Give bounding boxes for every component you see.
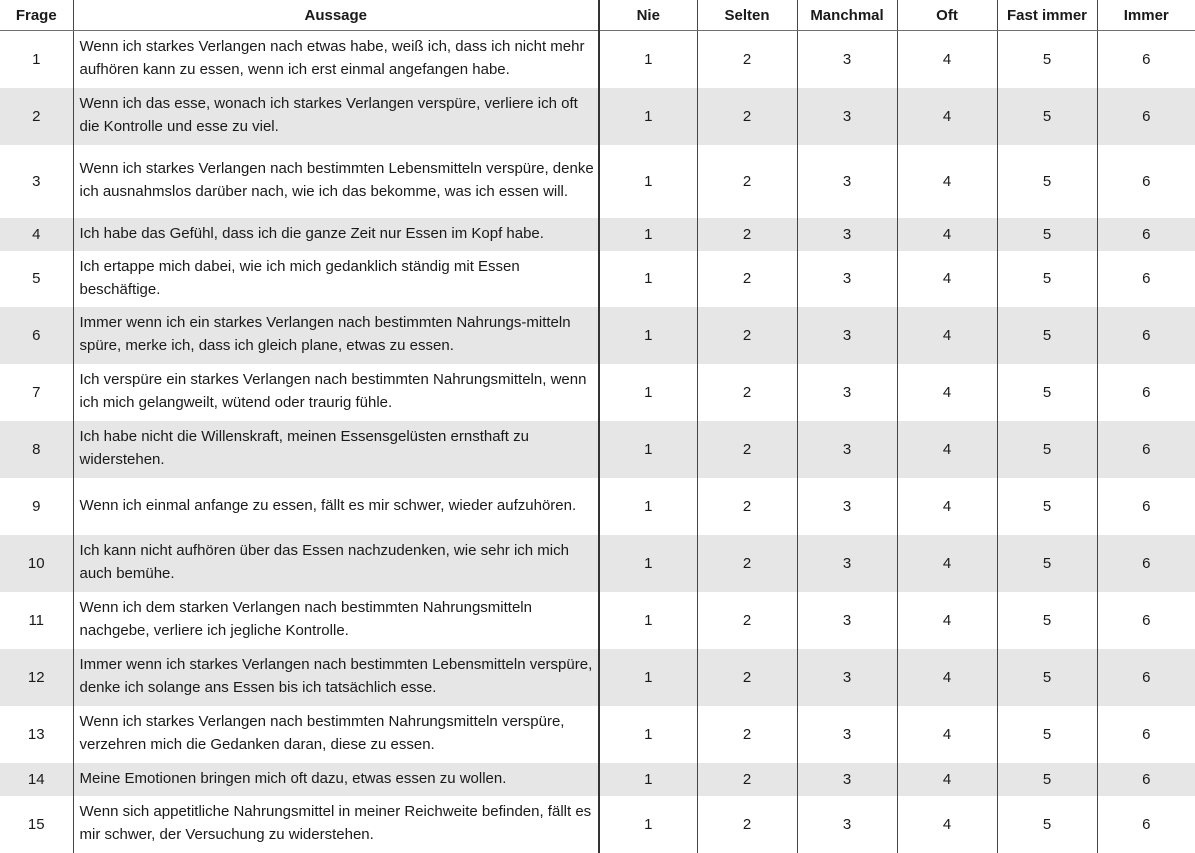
- rating-manchmal[interactable]: 3: [797, 649, 897, 706]
- rating-immer[interactable]: 6: [1097, 364, 1195, 421]
- rating-nie[interactable]: 1: [599, 796, 697, 853]
- statement-text: Immer wenn ich ein starkes Verlangen nach bestimmten Nahrungs-mitteln spüre, merke ich, dass ich gleich plane, etwas zu essen.: [73, 307, 599, 364]
- table-row: [0, 88, 1195, 145]
- rating-fast-immer[interactable]: 5: [997, 706, 1097, 763]
- rating-fast-immer[interactable]: 5: [997, 88, 1097, 145]
- rating-fast-immer[interactable]: 5: [997, 592, 1097, 649]
- rating-nie[interactable]: 1: [599, 706, 697, 763]
- rating-selten[interactable]: 2: [697, 218, 797, 251]
- question-number: 1: [0, 31, 73, 88]
- rating-fast-immer[interactable]: 5: [997, 218, 1097, 251]
- rating-oft[interactable]: 4: [897, 796, 997, 853]
- header-nie: Nie: [599, 0, 697, 31]
- question-number: 2: [0, 88, 73, 145]
- rating-oft[interactable]: 4: [897, 478, 997, 535]
- question-number: 11: [0, 592, 73, 649]
- rating-manchmal[interactable]: 3: [797, 88, 897, 145]
- rating-immer[interactable]: 6: [1097, 592, 1195, 649]
- question-number: 5: [0, 251, 73, 307]
- rating-oft[interactable]: 4: [897, 307, 997, 364]
- question-number: 8: [0, 421, 73, 478]
- statement-text: Wenn ich starkes Verlangen nach etwas habe, weiß ich, dass ich nicht mehr aufhören kann zu essen, wenn ich erst einmal angefangen habe.: [73, 31, 599, 88]
- question-number: 9: [0, 478, 73, 535]
- header-oft: Oft: [897, 0, 997, 31]
- question-number: 12: [0, 649, 73, 706]
- rating-selten[interactable]: 2: [697, 706, 797, 763]
- rating-manchmal[interactable]: 3: [797, 307, 897, 364]
- rating-oft[interactable]: 4: [897, 649, 997, 706]
- rating-manchmal[interactable]: 3: [797, 706, 897, 763]
- table-row: [0, 592, 1195, 649]
- table-row: [0, 478, 1195, 535]
- rating-selten[interactable]: 2: [697, 31, 797, 88]
- statement-text: Ich habe das Gefühl, dass ich die ganze Zeit nur Essen im Kopf habe.: [73, 218, 599, 251]
- table-row: [0, 251, 1195, 307]
- statement-text: Meine Emotionen bringen mich oft dazu, etwas essen zu wollen.: [73, 763, 599, 796]
- rating-nie[interactable]: 1: [599, 218, 697, 251]
- header-selten: Selten: [697, 0, 797, 31]
- header-aussage: Aussage: [73, 0, 599, 31]
- rating-immer[interactable]: 6: [1097, 145, 1195, 218]
- rating-oft[interactable]: 4: [897, 145, 997, 218]
- rating-fast-immer[interactable]: 5: [997, 478, 1097, 535]
- statement-text: Wenn ich einmal anfange zu essen, fällt es mir schwer, wieder aufzuhören.: [73, 478, 599, 535]
- rating-selten[interactable]: 2: [697, 478, 797, 535]
- rating-manchmal[interactable]: 3: [797, 763, 897, 796]
- table-row: [0, 218, 1195, 251]
- rating-nie[interactable]: 1: [599, 763, 697, 796]
- rating-manchmal[interactable]: 3: [797, 31, 897, 88]
- header-row: [0, 0, 1195, 31]
- question-number: 10: [0, 535, 73, 592]
- rating-fast-immer[interactable]: 5: [997, 535, 1097, 592]
- question-number: 7: [0, 364, 73, 421]
- rating-nie[interactable]: 1: [599, 421, 697, 478]
- rating-selten[interactable]: 2: [697, 592, 797, 649]
- header-manchmal: Manchmal: [797, 0, 897, 31]
- rating-immer[interactable]: 6: [1097, 251, 1195, 307]
- rating-fast-immer[interactable]: 5: [997, 31, 1097, 88]
- table-row: [0, 763, 1195, 796]
- rating-immer[interactable]: 6: [1097, 218, 1195, 251]
- table-row: [0, 649, 1195, 706]
- rating-fast-immer[interactable]: 5: [997, 649, 1097, 706]
- rating-nie[interactable]: 1: [599, 535, 697, 592]
- statement-text: Wenn ich starkes Verlangen nach bestimmten Nahrungsmitteln verspüre, verzehren mich die Gedanken daran, diese zu essen.: [73, 706, 599, 763]
- rating-immer[interactable]: 6: [1097, 535, 1195, 592]
- rating-immer[interactable]: 6: [1097, 763, 1195, 796]
- rating-nie[interactable]: 1: [599, 478, 697, 535]
- question-number: 13: [0, 706, 73, 763]
- rating-selten[interactable]: 2: [697, 251, 797, 307]
- rating-oft[interactable]: 4: [897, 421, 997, 478]
- rating-immer[interactable]: 6: [1097, 88, 1195, 145]
- rating-selten[interactable]: 2: [697, 796, 797, 853]
- rating-oft[interactable]: 4: [897, 88, 997, 145]
- statement-text: Ich ertappe mich dabei, wie ich mich gedanklich ständig mit Essen beschäftige.: [73, 251, 599, 307]
- rating-manchmal[interactable]: 3: [797, 421, 897, 478]
- rating-selten[interactable]: 2: [697, 307, 797, 364]
- table-row: [0, 364, 1195, 421]
- rating-immer[interactable]: 6: [1097, 421, 1195, 478]
- rating-nie[interactable]: 1: [599, 31, 697, 88]
- rating-fast-immer[interactable]: 5: [997, 796, 1097, 853]
- table-row: [0, 145, 1195, 218]
- rating-nie[interactable]: 1: [599, 88, 697, 145]
- rating-selten[interactable]: 2: [697, 649, 797, 706]
- rating-oft[interactable]: 4: [897, 364, 997, 421]
- rating-fast-immer[interactable]: 5: [997, 763, 1097, 796]
- rating-selten[interactable]: 2: [697, 145, 797, 218]
- rating-immer[interactable]: 6: [1097, 31, 1195, 88]
- header-immer: Immer: [1097, 0, 1195, 31]
- rating-nie[interactable]: 1: [599, 307, 697, 364]
- rating-fast-immer[interactable]: 5: [997, 421, 1097, 478]
- table-row: [0, 421, 1195, 478]
- rating-manchmal[interactable]: 3: [797, 145, 897, 218]
- question-number: 4: [0, 218, 73, 251]
- rating-oft[interactable]: 4: [897, 31, 997, 88]
- table-row: [0, 706, 1195, 763]
- statement-text: Wenn ich das esse, wonach ich starkes Verlangen verspüre, verliere ich oft die Kontrolle und esse zu viel.: [73, 88, 599, 145]
- rating-nie[interactable]: 1: [599, 649, 697, 706]
- rating-oft[interactable]: 4: [897, 218, 997, 251]
- statement-text: Ich kann nicht aufhören über das Essen nachzudenken, wie sehr ich mich auch bemühe.: [73, 535, 599, 592]
- rating-selten[interactable]: 2: [697, 763, 797, 796]
- table-row: [0, 31, 1195, 88]
- rating-oft[interactable]: 4: [897, 592, 997, 649]
- rating-nie[interactable]: 1: [599, 251, 697, 307]
- rating-selten[interactable]: 2: [697, 364, 797, 421]
- rating-manchmal[interactable]: 3: [797, 478, 897, 535]
- rating-fast-immer[interactable]: 5: [997, 307, 1097, 364]
- rating-fast-immer[interactable]: 5: [997, 364, 1097, 421]
- table-row: [0, 796, 1195, 853]
- rating-manchmal[interactable]: 3: [797, 364, 897, 421]
- rating-oft[interactable]: 4: [897, 251, 997, 307]
- rating-nie[interactable]: 1: [599, 364, 697, 421]
- question-number: 14: [0, 763, 73, 796]
- rating-oft[interactable]: 4: [897, 535, 997, 592]
- rating-manchmal[interactable]: 3: [797, 796, 897, 853]
- statement-text: Wenn ich starkes Verlangen nach bestimmten Lebensmitteln verspüre, denke ich ausnahmslos darüber nach, wie ich das bekomme, was ich essen will.: [73, 145, 599, 218]
- rating-nie[interactable]: 1: [599, 145, 697, 218]
- rating-immer[interactable]: 6: [1097, 478, 1195, 535]
- table-row: [0, 535, 1195, 592]
- rating-fast-immer[interactable]: 5: [997, 251, 1097, 307]
- rating-oft[interactable]: 4: [897, 763, 997, 796]
- statement-text: Wenn ich dem starken Verlangen nach bestimmten Nahrungsmitteln nachgebe, verliere ich jegliche Kontrolle.: [73, 592, 599, 649]
- statement-text: Wenn sich appetitliche Nahrungsmittel in meiner Reichweite befinden, fällt es mir schwer, der Versuchung zu widerstehen.: [73, 796, 599, 853]
- rating-selten[interactable]: 2: [697, 535, 797, 592]
- table-row: [0, 307, 1195, 364]
- question-number: 15: [0, 796, 73, 853]
- rating-immer[interactable]: 6: [1097, 706, 1195, 763]
- statement-text: Ich verspüre ein starkes Verlangen nach bestimmten Nahrungsmitteln, wenn ich mich gelangweilt, wütend oder traurig fühle.: [73, 364, 599, 421]
- rating-immer[interactable]: 6: [1097, 649, 1195, 706]
- rating-selten[interactable]: 2: [697, 88, 797, 145]
- rating-manchmal[interactable]: 3: [797, 251, 897, 307]
- rating-immer[interactable]: 6: [1097, 307, 1195, 364]
- rating-oft[interactable]: 4: [897, 706, 997, 763]
- rating-fast-immer[interactable]: 5: [997, 145, 1097, 218]
- table-body: [0, 31, 1195, 853]
- rating-immer[interactable]: 6: [1097, 796, 1195, 853]
- table-header: [0, 0, 1195, 31]
- statement-text: Immer wenn ich starkes Verlangen nach bestimmten Lebensmitteln verspüre, denke ich solange ans Essen bis ich tatsächlich esse.: [73, 649, 599, 706]
- statement-text: Ich habe nicht die Willenskraft, meinen Essensgelüsten ernsthaft zu widerstehen.: [73, 421, 599, 478]
- rating-manchmal[interactable]: 3: [797, 535, 897, 592]
- rating-manchmal[interactable]: 3: [797, 592, 897, 649]
- header-frage: Frage: [0, 0, 73, 31]
- question-number: 6: [0, 307, 73, 364]
- rating-nie[interactable]: 1: [599, 592, 697, 649]
- rating-manchmal[interactable]: 3: [797, 218, 897, 251]
- rating-selten[interactable]: 2: [697, 421, 797, 478]
- header-fast-immer: Fast immer: [997, 0, 1097, 31]
- question-number: 3: [0, 145, 73, 218]
